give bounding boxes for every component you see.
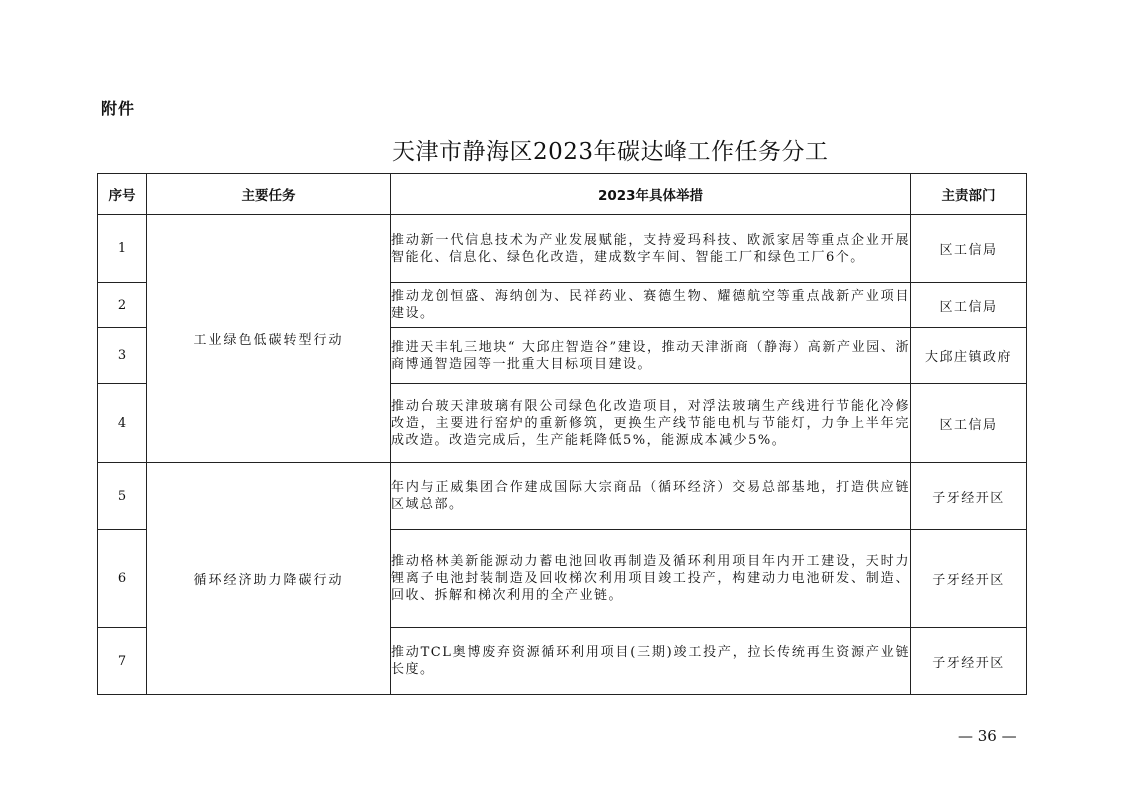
task-group-label: 循环经济助力降碳行动 (147, 463, 391, 695)
row-measure: 推动TCL奥博废弃资源循环利用项目(三期)竣工投产，拉长传统再生资源产业链长度。 (391, 628, 911, 695)
row-department: 大邱庄镇政府 (911, 328, 1027, 384)
task-table (97, 173, 1027, 695)
row-department: 子牙经开区 (911, 463, 1027, 530)
row-index: 7 (98, 628, 147, 695)
table-header-row (98, 174, 1027, 215)
row-index: 2 (98, 283, 147, 328)
row-measure: 推动格林美新能源动力蓄电池回收再制造及循环利用项目年内开工建设，天时力锂离子电池封装制造及回收梯次利用项目竣工投产，构建动力电池研发、制造、回收、拆解和梯次利用的全产业链。 (391, 530, 911, 628)
row-department: 区工信局 (911, 384, 1027, 463)
row-index: 3 (98, 328, 147, 384)
table-row (98, 215, 1027, 283)
page-number: — 36 — (958, 727, 1017, 745)
document-title: 天津市静海区2023年碳达峰工作任务分工 (392, 139, 829, 165)
row-index: 1 (98, 215, 147, 283)
row-department: 子牙经开区 (911, 530, 1027, 628)
attachment-label: 附件 (101, 99, 136, 118)
row-index: 5 (98, 463, 147, 530)
row-index: 6 (98, 530, 147, 628)
table-row (98, 463, 1027, 530)
row-department: 区工信局 (911, 283, 1027, 328)
row-measure: 推动新一代信息技术为产业发展赋能，支持爱玛科技、欧派家居等重点企业开展智能化、信息化、绿色化改造，建成数字车间、智能工厂和绿色工厂6个。 (391, 215, 911, 283)
header-index: 序号 (98, 174, 147, 215)
row-department: 区工信局 (911, 215, 1027, 283)
row-measure: 推进天丰轧三地块“ 大邱庄智造谷”建设，推动天津浙商（静海）高新产业园、浙商博通智造园等一批重大目标项目建设。 (391, 328, 911, 384)
task-group-label: 工业绿色低碳转型行动 (147, 215, 391, 463)
row-index: 4 (98, 384, 147, 463)
header-task: 主要任务 (147, 174, 391, 215)
row-department: 子牙经开区 (911, 628, 1027, 695)
row-measure: 推动龙创恒盛、海纳创为、民祥药业、赛德生物、耀德航空等重点战新产业项目建设。 (391, 283, 911, 328)
header-department: 主责部门 (911, 174, 1027, 215)
row-measure: 年内与正威集团合作建成国际大宗商品（循环经济）交易总部基地，打造供应链区域总部。 (391, 463, 911, 530)
header-measures: 2023年具体举措 (391, 174, 911, 215)
row-measure: 推动台玻天津玻璃有限公司绿色化改造项目，对浮法玻璃生产线进行节能化冷修改造，主要进行窑炉的重新修筑，更换生产线节能电机与节能灯，力争上半年完成改造。改造完成后，生产能耗降低5%，能源成本减少5%。 (391, 384, 911, 463)
